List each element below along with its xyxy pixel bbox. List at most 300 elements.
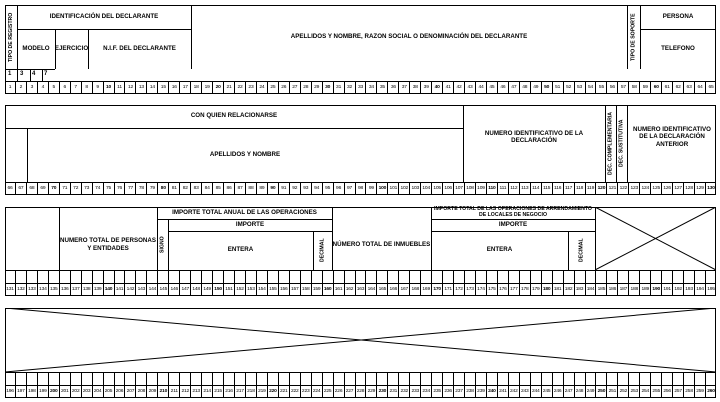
position-cell: 208: [136, 386, 147, 397]
position-cell: 226: [334, 386, 345, 397]
entry-box[interactable]: [509, 271, 520, 283]
position-cell: 254: [640, 386, 651, 397]
entry-box[interactable]: [377, 373, 388, 385]
position-cell: 160: [323, 284, 334, 295]
entry-box[interactable]: [180, 373, 191, 385]
entry-box[interactable]: [684, 373, 695, 385]
entry-box[interactable]: [640, 271, 651, 283]
position-cell: 28: [301, 82, 312, 93]
entry-box[interactable]: [169, 271, 180, 283]
position-cell: 6: [60, 82, 71, 93]
entry-box[interactable]: [82, 271, 93, 283]
entry-box[interactable]: [246, 373, 257, 385]
position-cell: 142: [125, 284, 136, 295]
entry-box[interactable]: [38, 271, 49, 283]
entry-box[interactable]: [5, 373, 16, 385]
position-cell: 41: [443, 82, 454, 93]
entry-box[interactable]: [16, 373, 27, 385]
position-cell: 185: [596, 284, 607, 295]
entry-box[interactable]: [213, 373, 224, 385]
position-cell: 57: [618, 82, 629, 93]
position-cell: 258: [684, 386, 695, 397]
position-cell: 145: [158, 284, 169, 295]
position-cell: 195: [707, 287, 715, 292]
position-cell: 255: [651, 386, 662, 397]
tick-row-3: [5, 271, 716, 283]
position-cell: 245: [542, 386, 553, 397]
position-cell: 201: [60, 386, 71, 397]
dec-sustitutiva-label: DEC. SUSTITUTIVA: [618, 119, 625, 168]
entry-box[interactable]: [38, 373, 49, 385]
position-cell: 77: [125, 183, 136, 194]
position-cell: 121: [607, 183, 618, 194]
position-cell: 204: [93, 386, 104, 397]
position-cell: 152: [235, 284, 246, 295]
position-cell: 63: [684, 82, 695, 93]
position-cell: 149: [202, 284, 213, 295]
tipo-registro-label: TIPO DE REGISTRO: [8, 12, 14, 62]
position-cell: 83: [191, 183, 202, 194]
entry-box[interactable]: [136, 271, 147, 283]
entry-box[interactable]: [651, 373, 662, 385]
entry-box[interactable]: [498, 373, 509, 385]
entry-box[interactable]: [684, 271, 695, 283]
entry-box[interactable]: [115, 373, 126, 385]
position-cell: 64: [695, 82, 706, 93]
position-cell: 132: [16, 284, 27, 295]
position-row-3: [5, 284, 716, 295]
position-cell: 180: [542, 284, 553, 295]
entry-box[interactable]: [618, 271, 629, 283]
position-cell: 172: [454, 284, 465, 295]
entry-box[interactable]: [27, 373, 38, 385]
entry-box[interactable]: [268, 271, 279, 283]
entry-box[interactable]: [224, 373, 235, 385]
position-cell: 32: [345, 82, 356, 93]
entry-box[interactable]: [202, 373, 213, 385]
entry-box[interactable]: [202, 271, 213, 283]
position-cell: 87: [235, 183, 246, 194]
entry-box[interactable]: [191, 373, 202, 385]
prefill-modelo-1: 3: [20, 71, 24, 77]
position-cell: 238: [465, 386, 476, 397]
position-cell: 218: [246, 386, 257, 397]
position-cell: 88: [246, 183, 257, 194]
position-cell: 9: [93, 82, 104, 93]
position-cell: 65: [708, 85, 714, 90]
position-cell: 104: [421, 183, 432, 194]
entry-box[interactable]: [60, 373, 71, 385]
entry-box[interactable]: [662, 271, 673, 283]
entry-box[interactable]: [432, 373, 443, 385]
persona-label: PERSONA: [662, 12, 694, 20]
position-cell: 131: [5, 284, 16, 295]
position-cell: 253: [629, 386, 640, 397]
entry-box[interactable]: [454, 271, 465, 283]
position-cell: 51: [553, 82, 564, 93]
entry-box[interactable]: [575, 373, 586, 385]
position-cell: 158: [301, 284, 312, 295]
position-cell: 119: [586, 183, 597, 194]
entry-box[interactable]: [553, 373, 564, 385]
position-cell: 30: [323, 82, 334, 93]
position-cell: 21: [224, 82, 235, 93]
position-cell: 174: [476, 284, 487, 295]
entry-box[interactable]: [125, 271, 136, 283]
position-cell: 146: [169, 284, 180, 295]
entry-box[interactable]: [323, 373, 334, 385]
position-cell: 177: [509, 284, 520, 295]
entry-box[interactable]: [147, 373, 158, 385]
entry-box[interactable]: [640, 373, 651, 385]
position-cell: 259: [695, 386, 706, 397]
position-cell: 225: [323, 386, 334, 397]
position-cell: 23: [246, 82, 257, 93]
position-cell: 215: [213, 386, 224, 397]
position-cell: 8: [82, 82, 93, 93]
position-cell: 170: [432, 284, 443, 295]
position-cell: 37: [399, 82, 410, 93]
position-cell: 46: [498, 82, 509, 93]
entry-box[interactable]: [706, 271, 716, 283]
position-cell: 117: [564, 183, 575, 194]
position-cell: 144: [147, 284, 158, 295]
entry-box[interactable]: [553, 271, 564, 283]
position-cell: 194: [695, 284, 706, 295]
entry-box[interactable]: [520, 271, 531, 283]
position-cell: 200: [49, 386, 60, 397]
position-cell: 33: [356, 82, 367, 93]
entry-box[interactable]: [531, 271, 542, 283]
entry-box[interactable]: [49, 373, 60, 385]
entry-box[interactable]: [27, 271, 38, 283]
position-cell: 73: [82, 183, 93, 194]
entry-box[interactable]: [410, 271, 421, 283]
entry-box[interactable]: [104, 373, 115, 385]
position-cell: 213: [191, 386, 202, 397]
entry-box[interactable]: [71, 271, 82, 283]
position-cell: 111: [498, 183, 509, 194]
entry-box[interactable]: [71, 373, 82, 385]
position-cell: 252: [618, 386, 629, 397]
entry-box[interactable]: [509, 373, 520, 385]
position-cell: 125: [651, 183, 662, 194]
position-cell: 74: [93, 183, 104, 194]
entry-box[interactable]: [279, 373, 290, 385]
position-cell: 89: [257, 183, 268, 194]
position-cell: 139: [93, 284, 104, 295]
entry-box[interactable]: [82, 373, 93, 385]
position-cell: 207: [125, 386, 136, 397]
entry-box[interactable]: [301, 373, 312, 385]
position-cell: 171: [443, 284, 454, 295]
entry-box[interactable]: [542, 373, 553, 385]
position-cell: 4: [38, 82, 49, 93]
position-cell: 118: [575, 183, 586, 194]
entry-box[interactable]: [596, 373, 607, 385]
entry-box[interactable]: [235, 373, 246, 385]
position-cell: 55: [596, 82, 607, 93]
entry-box[interactable]: [487, 271, 498, 283]
position-cell: 190: [651, 284, 662, 295]
position-cell: 79: [147, 183, 158, 194]
entry-box[interactable]: [158, 271, 169, 283]
entry-box[interactable]: [629, 271, 640, 283]
position-cell: 110: [487, 183, 498, 194]
entry-box[interactable]: [421, 373, 432, 385]
position-cell: 219: [257, 386, 268, 397]
entry-box[interactable]: [695, 373, 706, 385]
position-cell: 130: [707, 186, 715, 191]
entry-box[interactable]: [388, 271, 399, 283]
position-cell: 22: [235, 82, 246, 93]
position-cell: 140: [104, 284, 115, 295]
position-cell: 108: [465, 183, 476, 194]
entry-box[interactable]: [432, 271, 443, 283]
entry-box[interactable]: [180, 271, 191, 283]
importe-label: IMPORTE: [235, 220, 265, 228]
position-cell: 244: [531, 386, 542, 397]
position-cell: 71: [60, 183, 71, 194]
position-cell: 257: [673, 386, 684, 397]
position-cell: 13: [136, 82, 147, 93]
entry-box[interactable]: [290, 271, 301, 283]
entry-box[interactable]: [104, 271, 115, 283]
entry-box[interactable]: [301, 271, 312, 283]
position-cell: 197: [16, 386, 27, 397]
position-cell: 134: [38, 284, 49, 295]
position-row-2: [5, 183, 716, 194]
position-cell: 164: [366, 284, 377, 295]
entry-box[interactable]: [596, 271, 607, 283]
position-cell: 105: [432, 183, 443, 194]
position-cell: 34: [366, 82, 377, 93]
position-cell: 138: [82, 284, 93, 295]
position-cell: 231: [388, 386, 399, 397]
position-cell: 191: [662, 284, 673, 295]
entry-box[interactable]: [443, 271, 454, 283]
entry-box[interactable]: [706, 373, 716, 385]
entry-box[interactable]: [268, 373, 279, 385]
signo-label: SIGNO: [159, 236, 166, 253]
entry-box[interactable]: [136, 373, 147, 385]
entry-box[interactable]: [235, 271, 246, 283]
entry-box[interactable]: [312, 271, 323, 283]
entry-box[interactable]: [334, 271, 345, 283]
entry-box[interactable]: [476, 373, 487, 385]
position-cell: 184: [586, 284, 597, 295]
entry-box[interactable]: [366, 373, 377, 385]
position-cell: 70: [49, 183, 60, 194]
entry-box[interactable]: [487, 373, 498, 385]
entry-box[interactable]: [410, 373, 421, 385]
entry-box[interactable]: [542, 271, 553, 283]
entry-box[interactable]: [5, 271, 16, 283]
entry-box[interactable]: [586, 373, 597, 385]
position-cell: 54: [586, 82, 597, 93]
position-cell: 143: [136, 284, 147, 295]
entry-box[interactable]: [93, 373, 104, 385]
position-cell: 182: [564, 284, 575, 295]
entry-box[interactable]: [465, 271, 476, 283]
position-cell: 72: [71, 183, 82, 194]
position-cell: 80: [158, 183, 169, 194]
position-cell: 2: [16, 82, 27, 93]
position-cell: 198: [27, 386, 38, 397]
position-cell: 1: [5, 82, 16, 93]
prefill-cells: [5, 69, 55, 81]
entry-box[interactable]: [662, 373, 673, 385]
position-cell: 100: [377, 183, 388, 194]
entry-box[interactable]: [16, 271, 27, 283]
position-cell: 81: [169, 183, 180, 194]
entry-box[interactable]: [498, 271, 509, 283]
entry-box[interactable]: [520, 373, 531, 385]
entry-box[interactable]: [290, 373, 301, 385]
entry-box[interactable]: [399, 271, 410, 283]
position-cell: 136: [60, 284, 71, 295]
entry-box[interactable]: [586, 271, 597, 283]
entry-box[interactable]: [169, 373, 180, 385]
entry-box[interactable]: [388, 373, 399, 385]
entry-box[interactable]: [476, 271, 487, 283]
position-cell: 91: [279, 183, 290, 194]
entry-box[interactable]: [191, 271, 202, 283]
entry-box[interactable]: [356, 373, 367, 385]
entry-box[interactable]: [147, 271, 158, 283]
position-cell: 5: [49, 82, 60, 93]
position-cell: 48: [520, 82, 531, 93]
entry-box[interactable]: [618, 373, 629, 385]
position-cell: 192: [673, 284, 684, 295]
apellidos-nombre-label: APELLIDOS Y NOMBRE: [209, 150, 281, 158]
position-cell: 229: [366, 386, 377, 397]
entry-box[interactable]: [454, 373, 465, 385]
entry-box[interactable]: [334, 373, 345, 385]
entry-box[interactable]: [465, 373, 476, 385]
entry-box[interactable]: [651, 271, 662, 283]
position-cell: 126: [662, 183, 673, 194]
crossed-out-area-3: [595, 207, 716, 270]
position-cell: 232: [399, 386, 410, 397]
entry-box[interactable]: [377, 271, 388, 283]
position-cell: 159: [312, 284, 323, 295]
entry-box[interactable]: [213, 271, 224, 283]
entry-box[interactable]: [257, 373, 268, 385]
entry-box[interactable]: [673, 271, 684, 283]
entry-box[interactable]: [564, 373, 575, 385]
position-cell: 56: [607, 82, 618, 93]
entry-box[interactable]: [257, 271, 268, 283]
entry-box[interactable]: [158, 373, 169, 385]
position-cell: 237: [454, 386, 465, 397]
position-cell: 69: [38, 183, 49, 194]
position-cell: 103: [410, 183, 421, 194]
entry-box[interactable]: [312, 373, 323, 385]
position-cell: 248: [575, 386, 586, 397]
position-cell: 45: [487, 82, 498, 93]
entry-box[interactable]: [607, 373, 618, 385]
position-cell: 27: [290, 82, 301, 93]
position-cell: 62: [673, 82, 684, 93]
entry-box[interactable]: [60, 271, 71, 283]
entry-box[interactable]: [673, 373, 684, 385]
position-cell: 247: [564, 386, 575, 397]
position-cell: 112: [509, 183, 520, 194]
importe-arrendamiento-label: IMPORTE TOTAL DE LAS OPERACIONES DE ARRENDAMIENTO DE LOCALES DE NEGOCIO: [434, 206, 592, 218]
telefono-label: TELEFONO: [661, 44, 695, 52]
entry-box[interactable]: [246, 271, 257, 283]
apellidos-razon-social-label: APELLIDOS Y NOMBRE, RAZON SOCIAL O DENOMINACIÓN DEL DECLARANTE: [290, 32, 528, 40]
entry-box[interactable]: [345, 373, 356, 385]
position-cell: 124: [640, 183, 651, 194]
entry-box[interactable]: [443, 373, 454, 385]
position-cell: 113: [520, 183, 531, 194]
entry-box[interactable]: [323, 271, 334, 283]
position-cell: 227: [345, 386, 356, 397]
entry-box[interactable]: [366, 271, 377, 283]
entry-box[interactable]: [531, 373, 542, 385]
entry-box[interactable]: [695, 271, 706, 283]
position-cell: 243: [520, 386, 531, 397]
position-cell: 250: [596, 386, 607, 397]
entry-box[interactable]: [564, 271, 575, 283]
position-cell: 210: [158, 386, 169, 397]
position-cell: 183: [575, 284, 586, 295]
identificacion-declarante-label: IDENTIFICACIÓN DEL DECLARANTE: [49, 12, 159, 20]
position-cell: 39: [421, 82, 432, 93]
numero-identificativo-label: NUMERO IDENTIFICATIVO DE LA DECLARACIÓN: [484, 129, 584, 144]
entry-box[interactable]: [279, 271, 290, 283]
position-cell: 163: [356, 284, 367, 295]
position-cell: 25: [268, 82, 279, 93]
entry-box[interactable]: [224, 271, 235, 283]
entry-box[interactable]: [607, 271, 618, 283]
entry-box[interactable]: [345, 271, 356, 283]
position-cell: 203: [82, 386, 93, 397]
position-cell: 133: [27, 284, 38, 295]
entry-box[interactable]: [421, 271, 432, 283]
ejercicio-label: EJERCICIO: [54, 44, 89, 52]
entry-box[interactable]: [93, 271, 104, 283]
position-cell: 137: [71, 284, 82, 295]
position-cell: 239: [476, 386, 487, 397]
position-cell: 107: [454, 183, 465, 194]
position-cell: 93: [301, 183, 312, 194]
position-cell: 122: [618, 183, 629, 194]
position-cell: 49: [531, 82, 542, 93]
position-cell: 101: [388, 183, 399, 194]
entry-box[interactable]: [125, 373, 136, 385]
entry-box[interactable]: [356, 271, 367, 283]
position-cell: 150: [213, 284, 224, 295]
position-cell: 224: [312, 386, 323, 397]
entry-box[interactable]: [399, 373, 410, 385]
position-cell: 135: [49, 284, 60, 295]
position-cell: 52: [564, 82, 575, 93]
position-cell: 168: [410, 284, 421, 295]
position-cell: 84: [202, 183, 213, 194]
entry-box[interactable]: [629, 373, 640, 385]
position-cell: 157: [290, 284, 301, 295]
position-cell: 115: [542, 183, 553, 194]
entry-box[interactable]: [575, 271, 586, 283]
position-cell: 176: [498, 284, 509, 295]
position-cell: 209: [147, 386, 158, 397]
entry-box[interactable]: [115, 271, 126, 283]
entry-box[interactable]: [49, 271, 60, 283]
position-cell: 95: [323, 183, 334, 194]
